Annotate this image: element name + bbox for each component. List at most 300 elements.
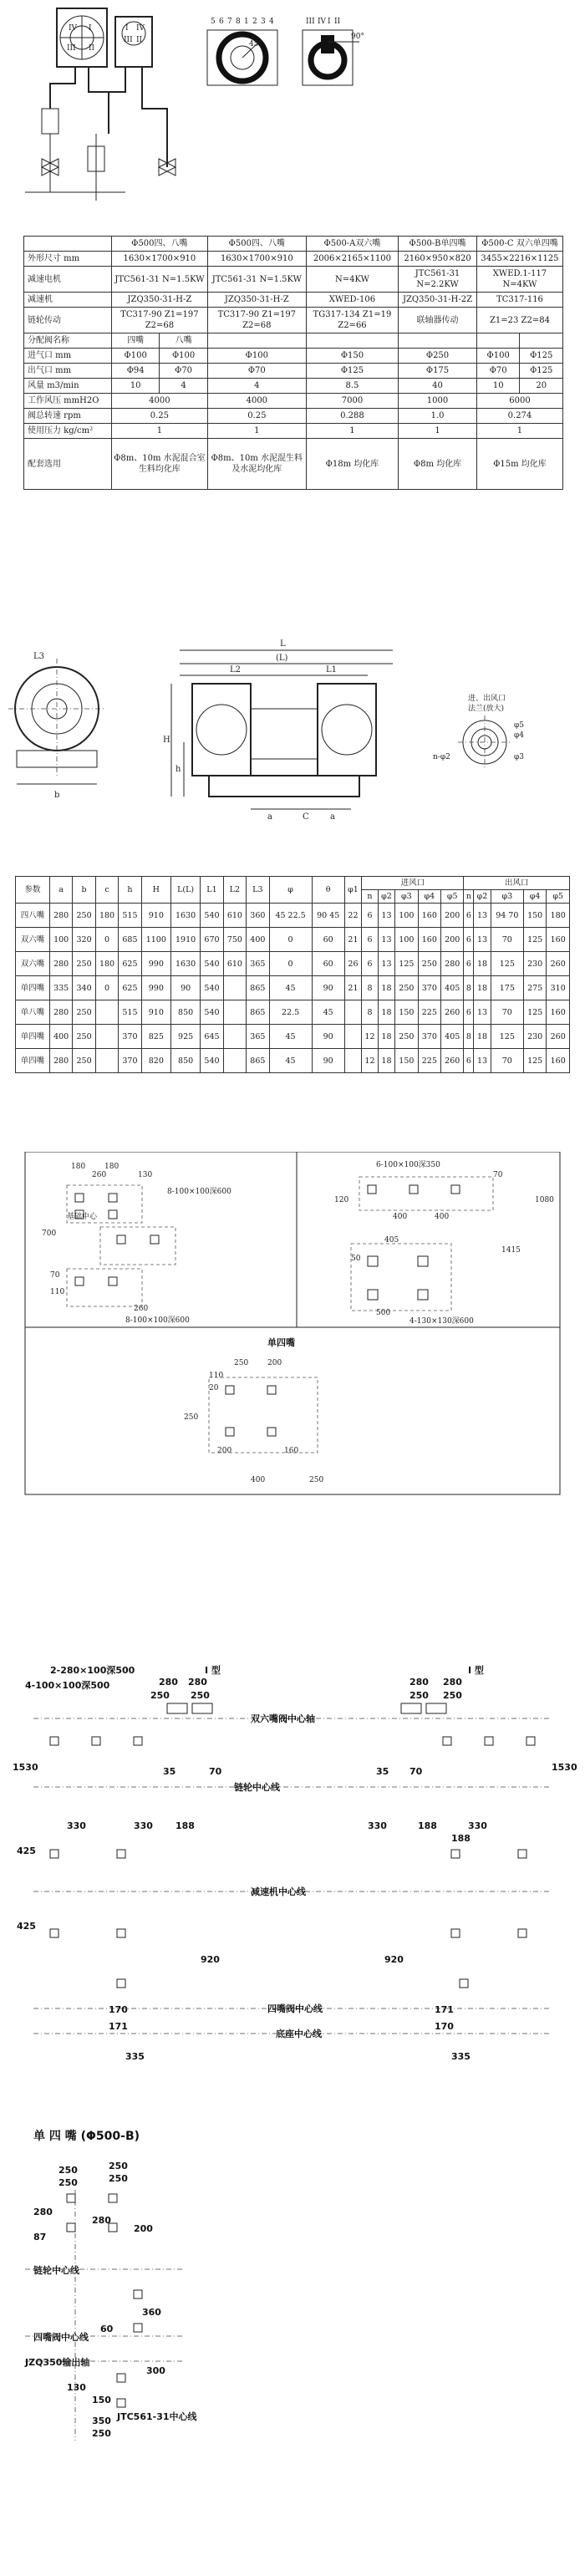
table-cell: 60 xyxy=(312,952,344,976)
svg-text:n-φ2: n-φ2 xyxy=(433,753,450,761)
svg-text:250: 250 xyxy=(109,2173,128,2184)
spec-col-header: Φ500四、八嘴 xyxy=(207,237,306,252)
table-row xyxy=(16,904,570,928)
svg-text:1: 1 xyxy=(244,18,249,26)
label-quadrant: II xyxy=(136,36,143,44)
table-cell: 22.5 xyxy=(269,1000,312,1025)
svg-text:35: 35 xyxy=(163,1766,176,1777)
table-row: 分配阀名称 四嘴 八嘴 xyxy=(24,333,563,349)
table-cell: 670 xyxy=(201,928,223,952)
table-cell: 850 xyxy=(170,1049,200,1073)
table-row: 使用压力 kg/cm² 1 1 1 1 1 xyxy=(24,424,563,439)
svg-text:法兰(放大): 法兰(放大) xyxy=(468,705,505,713)
table-cell: 90 45 xyxy=(312,904,344,928)
table-cell: 45 xyxy=(312,1000,344,1025)
table-cell: 180 xyxy=(547,904,570,928)
table-cell: 625 xyxy=(119,952,141,976)
svg-text:1530: 1530 xyxy=(552,1762,577,1773)
table-cell: 13 xyxy=(474,904,491,928)
svg-text:280: 280 xyxy=(33,2207,53,2217)
svg-text:7: 7 xyxy=(227,18,232,26)
svg-text:70: 70 xyxy=(50,1271,60,1280)
label-quadrant: III xyxy=(67,44,76,53)
rotor-section-4 xyxy=(303,18,364,85)
table-cell: 230 xyxy=(523,952,546,976)
table-cell: 1910 xyxy=(170,928,200,952)
svg-text:250: 250 xyxy=(184,1413,199,1422)
svg-text:188: 188 xyxy=(176,1820,195,1831)
svg-text:φ4: φ4 xyxy=(514,731,525,740)
table-cell: 26 xyxy=(344,952,361,976)
table-row: 风量 m3/min 10 4 4 8.5 40 10 20 xyxy=(24,379,563,394)
svg-text:4-130×130深600: 4-130×130深600 xyxy=(410,1317,474,1326)
svg-text:250: 250 xyxy=(191,1690,210,1701)
table-cell: 540 xyxy=(201,904,223,928)
table-row xyxy=(16,952,570,976)
table-cell: 1630 xyxy=(170,904,200,928)
table-cell: 260 xyxy=(441,1049,464,1073)
table-cell: 6 xyxy=(464,952,474,976)
table-cell xyxy=(223,1025,246,1049)
table-cell: 310 xyxy=(547,976,570,1000)
svg-text:350: 350 xyxy=(92,2416,111,2426)
table-cell: 180 xyxy=(95,904,118,928)
table-cell: 610 xyxy=(223,952,246,976)
table-cell: 21 xyxy=(344,976,361,1000)
svg-text:I 型: I 型 xyxy=(468,1665,484,1676)
svg-text:70: 70 xyxy=(410,1766,423,1777)
table-cell: 645 xyxy=(201,1025,223,1049)
dimension-table: 参数 a b c h H L(L) L1 L2 L3 φ θ φ1 进风口 出风口 n φ2 φ3 φ4 φ5 n φ2 φ3 φ4 φ5 四八嘴 280 250 180 515 910 1630 540 610 360 45 22.5 90 45 22 6 13 100 160 200 6 13 94 70 150 180 双六嘴 100 320 0 685 1100 1910 670 750 400 0 60 21 6 13 100 160 200 6 13 70 125 160 双六嘴 280 250 180 625 990 1630 540 610 365 0 60 26 6 13 125 250 280 6 18 125 230 260 单四嘴 335 340 0 625 990 90 540 865 45 90 21 8 18 250 370 405 8 18 175 275 310 单八嘴 280 250 515 910 850 540 865 22.5 45 8 18 150 225 260 6 13 70 125 160 单四嘴 400 250 370 825 925 645 365 45 90 12 18 250 370 405 8 18 125 230 260 单四嘴 280 250 370 820 850 540 865 45 90 12 18 150 225 260 6 13 70 125 160 xyxy=(15,876,570,1073)
table-cell: 225 xyxy=(418,1000,440,1025)
svg-text:C: C xyxy=(303,812,309,822)
svg-text:45°: 45° xyxy=(249,40,262,48)
svg-text:180: 180 xyxy=(71,1163,86,1171)
table-cell: 100 xyxy=(395,904,418,928)
table-cell: 200 xyxy=(441,928,464,952)
table-cell: 625 xyxy=(119,976,141,1000)
table-cell: 250 xyxy=(395,976,418,1000)
svg-text:280: 280 xyxy=(410,1677,429,1688)
svg-text:a: a xyxy=(267,812,272,822)
svg-text:III: III xyxy=(306,18,315,26)
svg-text:170: 170 xyxy=(109,2004,128,2015)
table-cell: 750 xyxy=(223,928,246,952)
table-cell: 12 xyxy=(362,1025,379,1049)
anchor-holes xyxy=(67,2194,142,2407)
svg-text:300: 300 xyxy=(146,2365,165,2376)
table-cell: 70 xyxy=(491,928,523,952)
side-view xyxy=(8,652,105,800)
table-cell: 280 xyxy=(441,952,464,976)
svg-text:425: 425 xyxy=(17,1845,36,1856)
table-cell: 200 xyxy=(441,904,464,928)
svg-text:L3: L3 xyxy=(33,652,45,661)
table-cell: 21 xyxy=(344,928,361,952)
spec-col-header: Φ500-C 双六单四嘴 xyxy=(476,237,562,252)
svg-text:1080: 1080 xyxy=(535,1196,554,1204)
svg-text:200: 200 xyxy=(134,2223,153,2234)
row-label: 双六嘴 xyxy=(16,952,50,976)
svg-text:1415: 1415 xyxy=(501,1246,521,1255)
anchor-holes xyxy=(50,1703,535,1988)
svg-text:920: 920 xyxy=(201,1954,220,1965)
table-cell: 8 xyxy=(464,976,474,1000)
single-four-plan xyxy=(0,2123,585,2574)
table-cell: 405 xyxy=(441,1025,464,1049)
svg-text:h: h xyxy=(176,765,181,774)
svg-text:φ5: φ5 xyxy=(514,721,525,730)
table-cell: 90 xyxy=(170,976,200,1000)
svg-text:260: 260 xyxy=(92,1171,107,1179)
table-row: 配套选用 Φ8m、10m 水泥混合室生料均化库 Φ8m、10m 水泥混生料及水泥均化库 Φ18m 均化库 Φ8m 均化库 Φ15m 均化库 xyxy=(24,439,563,490)
table-cell: 125 xyxy=(523,928,546,952)
valve-middle-view xyxy=(88,17,176,201)
table-cell: 6 xyxy=(362,928,379,952)
svg-text:250: 250 xyxy=(92,2428,111,2439)
table-cell: 13 xyxy=(474,928,491,952)
table-cell: 370 xyxy=(119,1049,141,1073)
rotor-section-8 xyxy=(207,18,277,85)
table-cell: 18 xyxy=(378,1049,394,1073)
svg-text:330: 330 xyxy=(468,1820,487,1831)
spec-col-header: Φ500-B单四嘴 xyxy=(399,237,477,252)
table-cell: 1100 xyxy=(141,928,170,952)
table-cell xyxy=(344,1025,361,1049)
table-cell: 18 xyxy=(474,1025,491,1049)
svg-text:110: 110 xyxy=(209,1372,224,1380)
table-cell: 0 xyxy=(269,928,312,952)
svg-text:I 型: I 型 xyxy=(205,1665,221,1676)
table-cell: 18 xyxy=(378,1000,394,1025)
svg-text:基础中心: 基础中心 xyxy=(67,1213,98,1221)
table-cell: 150 xyxy=(523,904,546,928)
row-label: 单四嘴 xyxy=(16,976,50,1000)
svg-text:2: 2 xyxy=(252,18,257,26)
table-cell: 850 xyxy=(170,1000,200,1025)
table-cell: 100 xyxy=(395,928,418,952)
table-cell xyxy=(223,1000,246,1025)
table-cell: 540 xyxy=(201,976,223,1000)
svg-text:400: 400 xyxy=(393,1213,408,1221)
svg-text:L2: L2 xyxy=(230,665,242,675)
svg-text:330: 330 xyxy=(134,1820,153,1831)
svg-text:底座中心线: 底座中心线 xyxy=(276,2029,322,2039)
svg-text:4-100×100深500: 4-100×100深500 xyxy=(25,1680,110,1691)
table-cell: 6 xyxy=(464,904,474,928)
svg-text:250: 250 xyxy=(58,2165,78,2176)
svg-text:130: 130 xyxy=(138,1171,153,1179)
table-cell: 365 xyxy=(247,952,269,976)
svg-text:减速机中心线: 减速机中心线 xyxy=(251,1886,306,1897)
svg-text:60: 60 xyxy=(100,2324,114,2334)
table-row: 外形尺寸 mm 1630×1700×910 1630×1700×910 2006×2165×1100 2160×950×820 3455×2216×1125 xyxy=(24,252,563,267)
svg-text:280: 280 xyxy=(443,1677,462,1688)
svg-text:3: 3 xyxy=(261,18,266,26)
table-cell: 160 xyxy=(547,928,570,952)
table-cell: 0 xyxy=(95,976,118,1000)
label-quadrant: I xyxy=(89,24,92,33)
table-cell: 370 xyxy=(418,1025,440,1049)
table-cell: 18 xyxy=(378,1025,394,1049)
svg-text:链轮中心线: 链轮中心线 xyxy=(33,2265,79,2276)
table-cell: 260 xyxy=(441,1000,464,1025)
table-cell: 400 xyxy=(247,928,269,952)
flange-detail xyxy=(433,693,524,769)
table-cell: 70 xyxy=(491,1049,523,1073)
table-cell xyxy=(95,1000,118,1025)
table-cell: 405 xyxy=(441,976,464,1000)
table-cell: 6 xyxy=(464,928,474,952)
svg-text:150: 150 xyxy=(92,2395,111,2405)
svg-text:250: 250 xyxy=(58,2177,78,2188)
table-cell: 925 xyxy=(170,1025,200,1049)
svg-text:188: 188 xyxy=(418,1820,437,1831)
svg-text:JZQ350输出轴: JZQ350输出轴 xyxy=(25,2357,90,2368)
svg-text:260: 260 xyxy=(134,1305,149,1313)
svg-text:200: 200 xyxy=(217,1447,232,1455)
table-cell: 160 xyxy=(418,928,440,952)
table-row: 减速机 JZQ350-31-H-Z JZQ350-31-H-Z XWED-106 JZQ350-31-H-2Z TC317-116 xyxy=(24,293,563,308)
svg-text:20: 20 xyxy=(209,1384,219,1392)
svg-text:250: 250 xyxy=(309,1476,324,1484)
table-cell: 335 xyxy=(49,976,72,1000)
svg-text:920: 920 xyxy=(384,1954,404,1965)
table-cell: 540 xyxy=(201,952,223,976)
table-cell: 225 xyxy=(418,1049,440,1073)
table-cell: 125 xyxy=(523,1049,546,1073)
table-cell: 250 xyxy=(73,904,95,928)
spec-col-header: Φ500四、八嘴 xyxy=(112,237,208,252)
svg-text:H: H xyxy=(163,736,170,745)
table-cell: 8 xyxy=(362,976,379,1000)
svg-text:70: 70 xyxy=(209,1766,222,1777)
table-cell: 13 xyxy=(378,928,394,952)
svg-text:250: 250 xyxy=(109,2161,128,2171)
svg-text:链轮中心线: 链轮中心线 xyxy=(234,1782,280,1793)
table-row: 出气口 mm Φ94 Φ70 Φ70 Φ125 Φ175 Φ70 Φ125 xyxy=(24,364,563,379)
table-cell: 990 xyxy=(141,976,170,1000)
table-cell: 400 xyxy=(49,1025,72,1049)
svg-text:5: 5 xyxy=(211,18,216,26)
table-cell: 320 xyxy=(73,928,95,952)
svg-text:单四嘴: 单四嘴 xyxy=(267,1337,295,1348)
svg-text:400: 400 xyxy=(251,1476,266,1484)
svg-text:250: 250 xyxy=(234,1359,249,1367)
table-cell: 230 xyxy=(523,1025,546,1049)
svg-text:700: 700 xyxy=(42,1229,57,1238)
table-cell: 45 xyxy=(269,1049,312,1073)
svg-text:(L): (L) xyxy=(276,654,288,663)
table-cell: 60 xyxy=(312,928,344,952)
table-cell: 94 70 xyxy=(491,904,523,928)
table-cell: 685 xyxy=(119,928,141,952)
row-label: 单八嘴 xyxy=(16,1000,50,1025)
table-cell: 90 xyxy=(312,976,344,1000)
table-cell: 45 22.5 xyxy=(269,904,312,928)
table-cell: 250 xyxy=(73,1000,95,1025)
svg-text:87: 87 xyxy=(33,2232,47,2243)
table-cell xyxy=(95,1049,118,1073)
table-cell: 180 xyxy=(95,952,118,976)
svg-text:四嘴阀中心线: 四嘴阀中心线 xyxy=(33,2332,89,2343)
foundation-right xyxy=(334,1160,554,1326)
label-quadrant: IV xyxy=(136,24,145,33)
assembly-drawing xyxy=(0,634,585,872)
table-cell: 825 xyxy=(141,1025,170,1049)
table-cell xyxy=(223,1049,246,1073)
row-label: 双六嘴 xyxy=(16,928,50,952)
svg-text:180: 180 xyxy=(104,1163,120,1171)
svg-text:280: 280 xyxy=(159,1677,178,1688)
table-cell: 275 xyxy=(523,976,546,1000)
table-cell: 18 xyxy=(474,976,491,1000)
svg-text:IV: IV xyxy=(318,18,327,26)
svg-text:335: 335 xyxy=(125,2051,145,2062)
table-row xyxy=(16,1025,570,1049)
valve-left-view xyxy=(25,8,125,192)
table-row: 减速电机 JTC561-31 N=1.5KW JTC561-31 N=1.5KW N=4KW JTC561-31 N=2.2KW XWED.1-117 N=4KW xyxy=(24,267,563,293)
table-cell: 370 xyxy=(418,976,440,1000)
table-cell: 125 xyxy=(491,1025,523,1049)
table-cell: 150 xyxy=(395,1049,418,1073)
table-cell: 90 xyxy=(312,1025,344,1049)
table-cell: 610 xyxy=(223,904,246,928)
table-cell: 340 xyxy=(73,976,95,1000)
svg-text:405: 405 xyxy=(384,1236,399,1245)
label-quadrant: IV xyxy=(69,24,78,33)
table-cell: 160 xyxy=(547,1000,570,1025)
table-cell: 1630 xyxy=(170,952,200,976)
table-cell: 990 xyxy=(141,952,170,976)
table-cell: 18 xyxy=(378,976,394,1000)
table-cell: 45 xyxy=(269,1025,312,1049)
svg-text:90°: 90° xyxy=(351,33,364,41)
table-cell: 125 xyxy=(523,1000,546,1025)
table-cell: 0 xyxy=(95,928,118,952)
table-cell: 280 xyxy=(49,1049,72,1073)
table-cell: 150 xyxy=(395,1000,418,1025)
svg-text:171: 171 xyxy=(435,2004,454,2015)
table-cell: 865 xyxy=(247,976,269,1000)
table-cell: 18 xyxy=(474,952,491,976)
valve-schematic-drawing xyxy=(0,0,585,226)
table-cell: 820 xyxy=(141,1049,170,1073)
svg-text:250: 250 xyxy=(443,1690,462,1701)
table-cell xyxy=(95,1025,118,1049)
svg-text:进、出风口: 进、出风口 xyxy=(468,695,506,703)
label-quadrant: I xyxy=(125,24,129,33)
table-cell: 13 xyxy=(474,1049,491,1073)
table-cell: 360 xyxy=(247,904,269,928)
table-cell: 365 xyxy=(247,1025,269,1049)
table-cell: 540 xyxy=(201,1000,223,1025)
svg-text:JTC561-31中心线: JTC561-31中心线 xyxy=(117,2411,197,2422)
foundation-single xyxy=(184,1336,323,1484)
table-row: 进气口 mm Φ100 Φ100 Φ100 Φ150 Φ250 Φ100 Φ125 xyxy=(24,349,563,364)
table-cell: 8 xyxy=(464,1025,474,1049)
svg-text:120: 120 xyxy=(334,1196,349,1204)
row-label: 四八嘴 xyxy=(16,904,50,928)
table-cell: 6 xyxy=(362,904,379,928)
svg-text:6-100×100深350: 6-100×100深350 xyxy=(376,1161,440,1169)
svg-text:四嘴阀中心线: 四嘴阀中心线 xyxy=(267,2003,323,2014)
table-cell: 280 xyxy=(49,904,72,928)
svg-text:2-280×100深500: 2-280×100深500 xyxy=(50,1665,135,1676)
svg-text:425: 425 xyxy=(17,1921,36,1932)
label-quadrant: II xyxy=(89,44,95,53)
table-row: 阀总转速 rpm 0.25 0.25 0.288 1.0 0.274 xyxy=(24,409,563,424)
svg-text:φ3: φ3 xyxy=(514,753,525,761)
table-cell: 13 xyxy=(378,952,394,976)
table-cell: 515 xyxy=(119,904,141,928)
svg-text:8: 8 xyxy=(236,18,241,26)
table-cell: 865 xyxy=(247,1049,269,1073)
table-row xyxy=(16,928,570,952)
svg-text:8-100×100深600: 8-100×100深600 xyxy=(167,1188,231,1196)
svg-text:双六嘴阀中心轴: 双六嘴阀中心轴 xyxy=(251,1713,315,1724)
svg-text:单 四 嘴 (Φ500-B): 单 四 嘴 (Φ500-B) xyxy=(33,2130,140,2143)
table-cell: 13 xyxy=(474,1000,491,1025)
svg-text:1530: 1530 xyxy=(13,1762,38,1773)
svg-text:360: 360 xyxy=(142,2307,161,2318)
table-cell: 865 xyxy=(247,1000,269,1025)
svg-text:330: 330 xyxy=(368,1820,387,1831)
svg-text:330: 330 xyxy=(67,1820,86,1831)
row-label: 单四嘴 xyxy=(16,1025,50,1049)
table-cell: 910 xyxy=(141,1000,170,1025)
table-cell: 100 xyxy=(49,928,72,952)
row-label: 单四嘴 xyxy=(16,1049,50,1073)
table-cell: 260 xyxy=(547,952,570,976)
svg-text:8-100×100深600: 8-100×100深600 xyxy=(125,1316,190,1325)
table-cell: 910 xyxy=(141,904,170,928)
table-cell: 280 xyxy=(49,952,72,976)
table-cell xyxy=(223,976,246,1000)
table-cell: 540 xyxy=(201,1049,223,1073)
table-cell xyxy=(344,1000,361,1025)
table-cell: 250 xyxy=(395,1025,418,1049)
svg-text:b: b xyxy=(54,791,60,800)
foundation-left xyxy=(42,1163,231,1325)
svg-text:35: 35 xyxy=(376,1766,389,1777)
table-cell: 45 xyxy=(269,976,312,1000)
table-cell: 125 xyxy=(491,952,523,976)
spec-col-header: Φ500-A双六嘴 xyxy=(306,237,398,252)
table-row: 工作风压 mmH2O 4000 4000 7000 1000 6000 xyxy=(24,394,563,409)
table-cell: 160 xyxy=(418,904,440,928)
table-cell: 6 xyxy=(464,1049,474,1073)
label-quadrant: III xyxy=(124,36,133,44)
svg-text:I: I xyxy=(328,18,331,26)
table-cell: 160 xyxy=(547,1049,570,1073)
svg-text:400: 400 xyxy=(435,1213,450,1221)
table-cell: 0 xyxy=(269,952,312,976)
svg-text:280: 280 xyxy=(92,2215,111,2226)
table-cell xyxy=(344,1049,361,1073)
table-row xyxy=(16,976,570,1000)
table-cell: 250 xyxy=(73,952,95,976)
svg-text:280: 280 xyxy=(188,1677,207,1688)
table-cell: 13 xyxy=(378,904,394,928)
svg-text:170: 170 xyxy=(435,2021,454,2032)
table-cell: 125 xyxy=(395,952,418,976)
svg-text:200: 200 xyxy=(267,1359,282,1367)
svg-text:171: 171 xyxy=(109,2021,128,2032)
table-cell: 90 xyxy=(312,1049,344,1073)
table-cell: 12 xyxy=(362,1049,379,1073)
table-cell: 250 xyxy=(73,1049,95,1073)
